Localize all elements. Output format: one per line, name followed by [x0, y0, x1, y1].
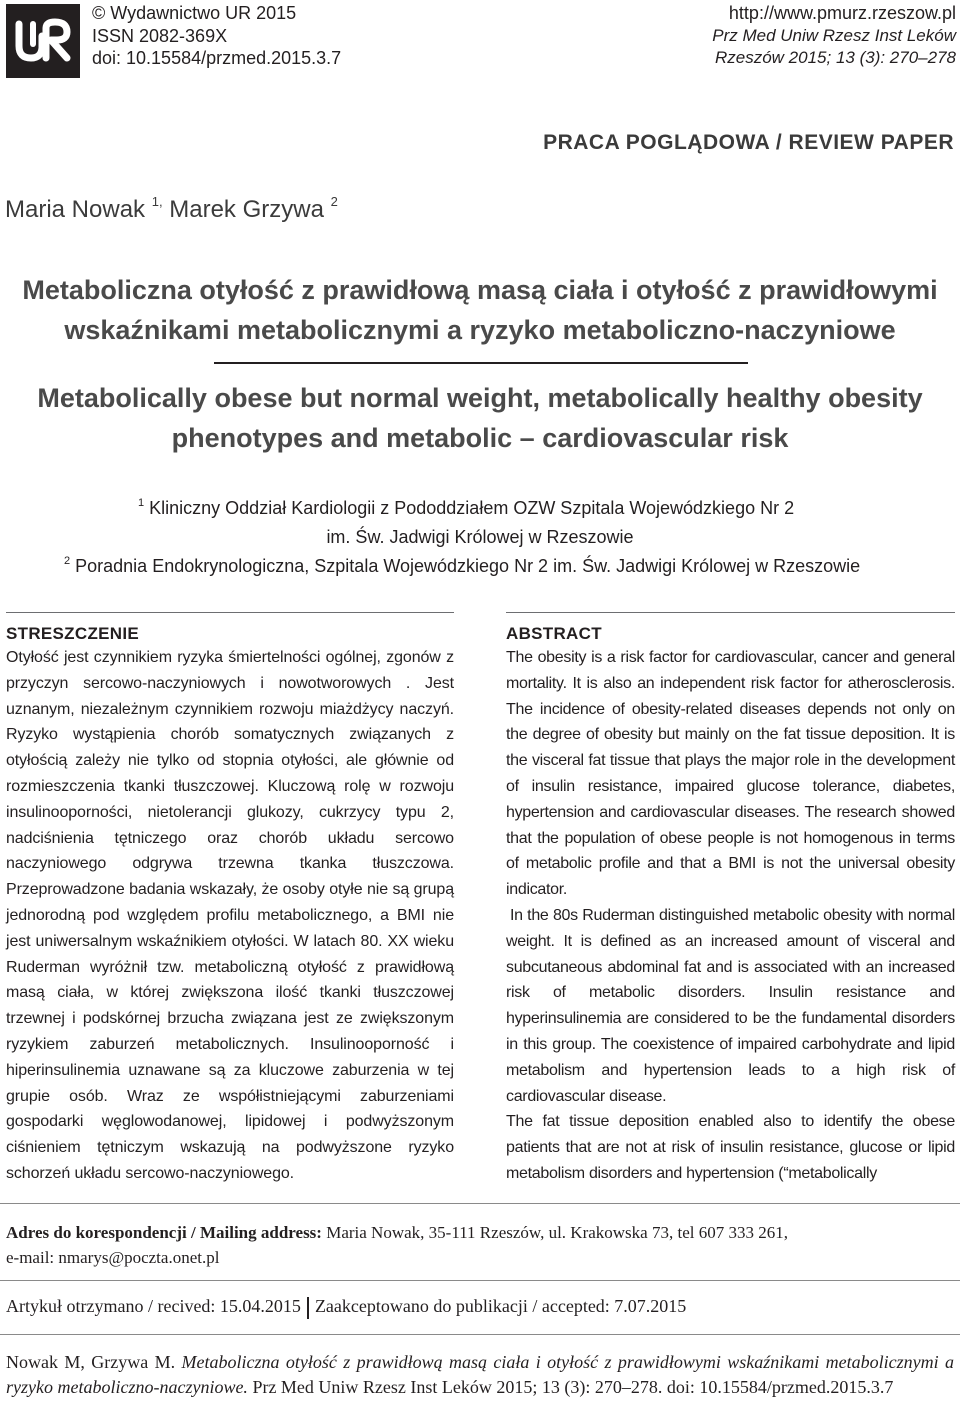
journal-url-link[interactable]: http://www.pmurz.rzeszow.pl [728, 3, 956, 23]
journal-issue: Rzeszów 2015; 13 (3): 270–278 [715, 48, 956, 67]
column-divider-right [506, 612, 955, 613]
column-divider-left [6, 612, 454, 613]
paper-type-label: PRACA POGLĄDOWA / REVIEW PAPER [543, 131, 954, 154]
header-publisher-info [92, 2, 341, 70]
title-polish [0, 270, 960, 350]
abstract-heading: ABSTRACT [506, 624, 602, 643]
received-date: Artykuł otrzymano / recived: 15.04.2015 [6, 1296, 301, 1316]
abstract-paragraph: In the 80s Ruderman distinguished metabolic obesity with normal weight. It is defined as an increased amount of visceral and subcutaneous abdominal fat and is associated with an increased risk of metabolic disorders. Insulin resistance and hyperinsulinemia are considered to be the fundamental disorders in this group. The coexistence of impaired carbohydrate and lipid metabolism and hypertension leads to a high risk of cardiovascular disease. [506, 906, 955, 1105]
title-english-line: Metabolically obese but normal weight, metabolically healthy obesity [37, 383, 923, 413]
footer-divider [0, 1334, 960, 1335]
footer-divider [0, 1203, 960, 1204]
affiliation-mark: 2 [64, 555, 71, 567]
date-separator [307, 1297, 309, 1319]
affiliation-1-cont [0, 527, 960, 548]
affiliation-text: im. Św. Jadwigi Królowej w Rzeszowie [326, 527, 634, 547]
accepted-date: Zaakceptowano do publikacji / accepted: 7.07.2015 [314, 1296, 687, 1316]
correspondence-label: Adres do korespondencji / Mailing address: [6, 1223, 322, 1242]
abstract-body [506, 645, 955, 1187]
author-name: Marek Grzywa [169, 196, 324, 223]
title-english-line: phenotypes and metabolic – cardiovascular risk [171, 423, 789, 453]
journal-name: Prz Med Uniw Rzesz Inst Leków [712, 25, 956, 45]
citation-authors: Nowak M, Grzywa M. [6, 1352, 176, 1372]
title-polish-line: Metaboliczna otyłość z prawidłową masą ciała i otyłość z prawidłowymi [22, 275, 938, 305]
affiliation-text: Poradnia Endokrynologiczna, Szpitala Wojewódzkiego Nr 2 im. Św. Jadwigi Królowej w Rzeszowie [75, 556, 861, 576]
citation-block [6, 1350, 954, 1400]
title-divider [214, 362, 748, 364]
affiliation-text: Kliniczny Oddział Kardiologii z Pododdziałem OZW Szpitala Wojewódzkiego Nr 2 [149, 498, 795, 518]
author-affiliation-mark: 2 [330, 194, 338, 209]
abstract-paragraph: The fat tissue deposition enabled also to identify the obese patients that are not at risk of insulin resistance, glucose or lipid metabolism disorders and hypertension (“metabolically [506, 1113, 955, 1182]
ur-logo-icon [6, 4, 80, 78]
streszczenie-heading: STRESZCZENIE [6, 624, 140, 643]
header-journal-info [712, 2, 956, 70]
issn-text: ISSN 2082-369X [92, 25, 228, 46]
abstract-paragraph: The obesity is a risk factor for cardiovascular, cancer and general mortality. It is also an independent risk factor for atherosclerosis. The incidence of obesity-related diseases depends not only on the degree of obesity but mainly on the fat tissue deposition. It is the visceral fat tissue that plays the major role in the development of insulin resistance, impaired glucose tolerance, diabetes, hypertension and cardiovascular diseases. The research showed that the population of obese people is not homogenous in terms of metabolic profile and that a BMI is not the universal obesity indicator. [506, 649, 955, 899]
doi-text: doi: 10.15584/przmed.2015.3.7 [92, 48, 342, 68]
author-list [5, 196, 338, 224]
correspondence-block [6, 1220, 946, 1270]
article-dates [6, 1296, 686, 1319]
footer-divider [0, 1280, 960, 1281]
affiliation-1 [138, 498, 794, 519]
citation-source: Prz Med Uniw Rzesz Inst Leków 2015; 13 (3): 270–278. doi: 10.15584/przmed.2015.3.7 [252, 1377, 894, 1397]
affiliation-2 [64, 556, 860, 577]
title-polish-line: wskaźnikami metabolicznymi a ryzyko metaboliczno-naczyniowe [64, 315, 896, 345]
affiliation-mark: 1 [138, 497, 145, 509]
author-affiliation-mark: 1, [151, 194, 163, 209]
streszczenie-paragraph: Otyłość jest czynnikiem ryzyka śmiertelności ogólnej, zgonów z przyczyn sercowo-naczyniowych i nowotworowych . Jest uznanym, niezależnym czynnikiem rozwoju miażdżycy naczyń. Ryzyko wystąpienia chorób somatycznych związanych z otyłością zależy nie tylko od stopnia otyłości, ale głównie od rozmieszczenia tkanki tłuszczowej. Kluczową rolę w rozwoju insulinooporności, nietolerancji glukozy, cukrzycy typu 2, nadciśnienia tętniczego oraz chorób układu sercowo naczyniowego odgrywa trzewna tkanka tłuszczowa. Przeprowadzone badania wskazały, że osoby otyłe nie są grupą jednorodną pod względem profilu metabolicznego, a BMI nie jest uniwersalnym wskaźnikiem otyłości. W latach 80. XX wieku Ruderman wyróżnił tzw. metaboliczną otyłość z prawidłową masą ciała, w której zwiększona ilość tkanki tłuszczowej trzewnej i podskórnej brzucha związana jest ze zwiększonym ryzykiem zaburzeń metabolicznych. Insulinooporność i hiperinsulinemia uznawane są za kluczowe zaburzenia w tej grupie osób. Wraz ze współistniejącymi zaburzeniami gospodarki węglowodanowej, lipidowej i podwyższonym ciśnieniem tętniczym wskazują na podwyższone ryzyko schorzeń układu sercowo-naczyniowego. [6, 649, 454, 1182]
correspondence-address: Maria Nowak, 35-111 Rzeszów, ul. Krakowska 73, tel 607 333 261, [326, 1223, 788, 1242]
streszczenie-body [6, 645, 454, 1187]
author-name: Maria Nowak [5, 196, 146, 223]
correspondence-email: e-mail: nmarys@poczta.onet.pl [6, 1248, 220, 1267]
citation-title: Metaboliczna otyłość z prawidłową masą ciała i otyłość z prawidłowymi wskaźnikami metabolicznymi a ryzyko metaboliczno-naczyniowe. [6, 1352, 955, 1397]
copyright-text: © Wydawnictwo UR 2015 [92, 3, 297, 23]
title-english [0, 378, 960, 458]
